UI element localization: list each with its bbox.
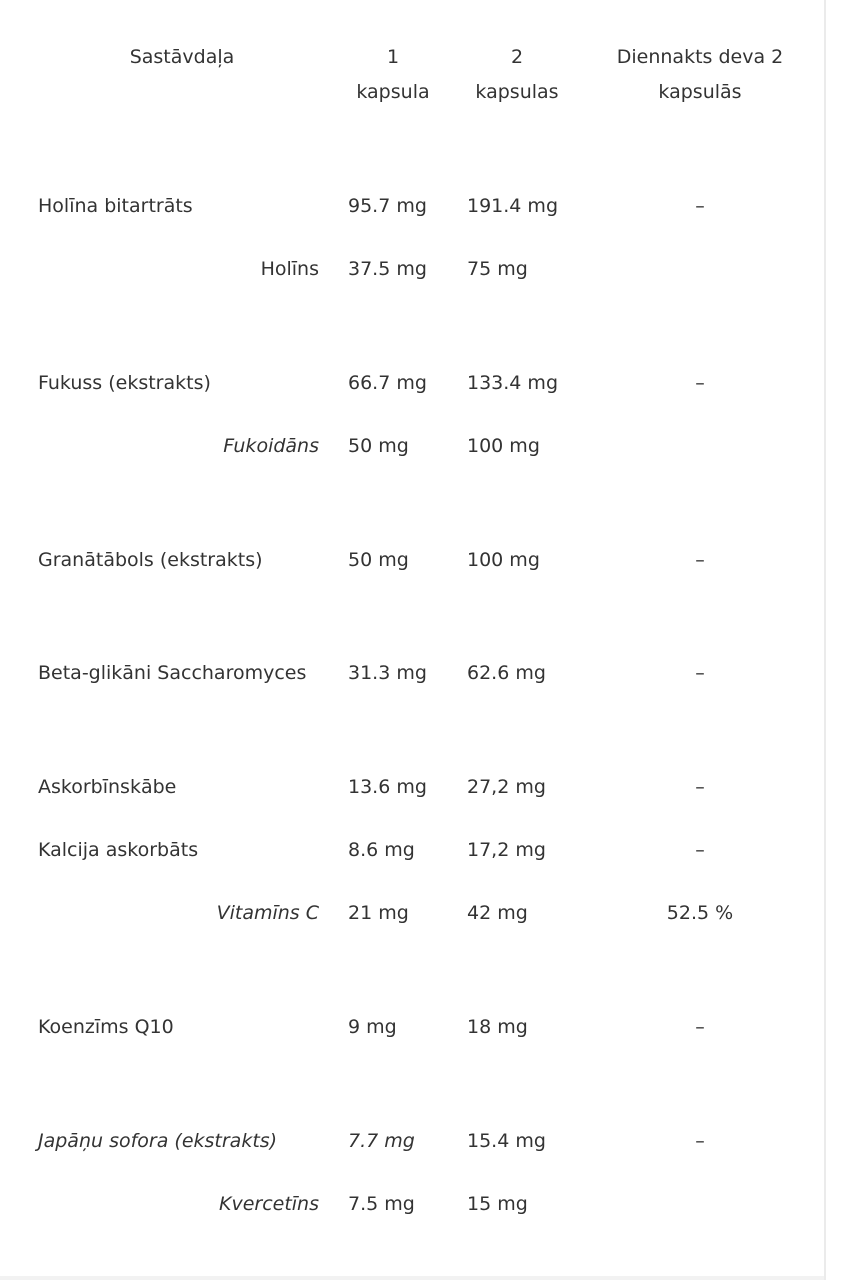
- ingredient-name: Holīna bitartrāts: [38, 195, 193, 217]
- amount-two-capsules: 15 mg: [467, 1193, 528, 1215]
- ingredient-name: Granātābols (ekstrakts): [38, 549, 263, 571]
- ingredient-name: Japāņu sofora (ekstrakts): [38, 1130, 278, 1152]
- daily-dose-value: –: [695, 1016, 705, 1038]
- amount-two-capsules: 27,2 mg: [467, 776, 546, 798]
- ingredient-name: Fukuss (ekstrakts): [38, 372, 211, 394]
- amount-one-capsule: 8.6 mg: [348, 839, 415, 861]
- amount-two-capsules: 133.4 mg: [467, 372, 559, 394]
- ingredient-name: Beta-glikāni Saccharomyces: [38, 662, 307, 684]
- header-one-capsule: [343, 40, 443, 110]
- header-two-capsules-line1: 2: [510, 46, 524, 68]
- amount-one-capsule: 95.7 mg: [348, 195, 427, 217]
- daily-dose-value: –: [695, 662, 705, 684]
- daily-dose-value: –: [695, 549, 705, 571]
- amount-one-capsule: 21 mg: [348, 902, 409, 924]
- amount-one-capsule: 50 mg: [348, 435, 409, 457]
- amount-two-capsules: 191.4 mg: [467, 195, 559, 217]
- header-daily-dose-line2: kapsulās: [658, 81, 742, 103]
- amount-one-capsule: 37.5 mg: [348, 258, 427, 280]
- daily-dose-value: –: [695, 839, 705, 861]
- header-two-capsules-line2: kapsulas: [475, 81, 559, 103]
- daily-dose-value: 52.5 %: [666, 902, 734, 924]
- daily-dose-value: –: [695, 1130, 705, 1152]
- header-ingredient: [82, 40, 282, 75]
- header-one-capsule-line2: kapsula: [356, 81, 430, 103]
- amount-two-capsules: 62.6 mg: [467, 662, 546, 684]
- header-two-capsules: [462, 40, 572, 110]
- amount-one-capsule: 66.7 mg: [348, 372, 427, 394]
- amount-one-capsule: 7.5 mg: [348, 1193, 415, 1215]
- amount-two-capsules: 42 mg: [467, 902, 528, 924]
- amount-one-capsule: 31.3 mg: [348, 662, 427, 684]
- header-daily-dose-line1: Diennakts deva 2: [616, 46, 784, 68]
- daily-dose-value: –: [695, 776, 705, 798]
- header-ingredient-label: Sastāvdaļa: [129, 46, 235, 68]
- ingredient-name: Koenzīms Q10: [38, 1016, 174, 1038]
- amount-one-capsule: 50 mg: [348, 549, 409, 571]
- sub-ingredient-name: Holīns: [260, 258, 319, 280]
- sub-ingredient-name: Vitamīns C: [216, 902, 319, 924]
- header-one-capsule-line1: 1: [386, 46, 400, 68]
- scrollbar-track[interactable]: [826, 0, 846, 1280]
- ingredient-name: Askorbīnskābe: [38, 776, 177, 798]
- amount-one-capsule: 9 mg: [348, 1016, 397, 1038]
- ingredient-name: Kalcija askorbāts: [38, 839, 199, 861]
- daily-dose-value: –: [695, 372, 705, 394]
- amount-two-capsules: 75 mg: [467, 258, 528, 280]
- amount-two-capsules: 100 mg: [467, 435, 540, 457]
- sub-ingredient-name: Fukoidāns: [223, 435, 319, 457]
- header-daily-dose: [600, 40, 800, 110]
- amount-one-capsule: 13.6 mg: [348, 776, 427, 798]
- sub-ingredient-name: Kvercetīns: [218, 1193, 319, 1215]
- amount-two-capsules: 17,2 mg: [467, 839, 546, 861]
- amount-one-capsule: 7.7 mg: [348, 1130, 415, 1152]
- amount-two-capsules: 18 mg: [467, 1016, 528, 1038]
- daily-dose-value: –: [695, 195, 705, 217]
- divider: [0, 1276, 824, 1280]
- amount-two-capsules: 100 mg: [467, 549, 540, 571]
- amount-two-capsules: 15.4 mg: [467, 1130, 546, 1152]
